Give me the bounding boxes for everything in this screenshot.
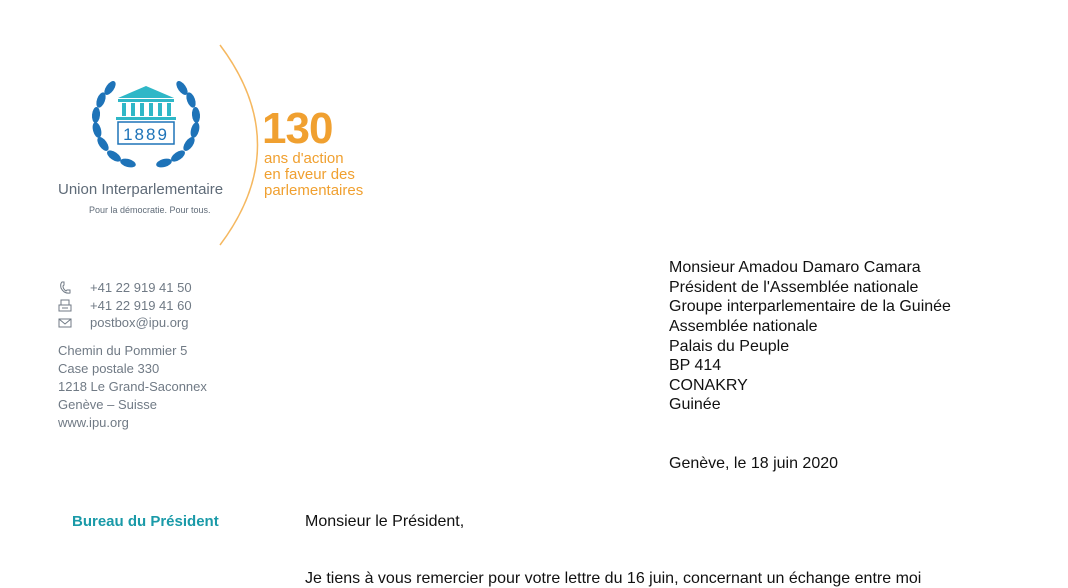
website-link[interactable]: www.ipu.org bbox=[58, 415, 129, 430]
logo-year: 1889 bbox=[123, 125, 169, 144]
recipient-line: Président de l'Assemblée nationale bbox=[669, 279, 919, 296]
email-address: postbox@ipu.org bbox=[90, 315, 189, 330]
ipu-emblem-logo bbox=[88, 70, 204, 180]
letter-body-first-line: Je tiens à vous remercier pour votre lettre du 16 juin, concernant un échange entre moi bbox=[305, 570, 922, 587]
phone-number: +41 22 919 41 50 bbox=[90, 280, 192, 295]
address-line: Case postale 330 bbox=[58, 361, 160, 376]
anniversary-line: parlementaires bbox=[264, 182, 364, 199]
address-line: 1218 Le Grand-Saconnex bbox=[58, 379, 207, 394]
recipient-line: Assemblée nationale bbox=[669, 318, 818, 335]
organization-motto: Pour la démocratie. Pour tous. bbox=[89, 205, 211, 215]
anniversary-line: ans d'action bbox=[264, 150, 344, 167]
address-line: Genève – Suisse bbox=[58, 397, 158, 412]
sender-office: Bureau du Président bbox=[72, 513, 219, 530]
salutation: Monsieur le Président, bbox=[305, 513, 465, 530]
letter-date: Genève, le 18 juin 2020 bbox=[669, 455, 839, 472]
organization-name: Union Interparlementaire bbox=[58, 181, 224, 198]
recipient-line: Palais du Peuple bbox=[669, 338, 790, 355]
recipient-line: CONAKRY bbox=[669, 377, 748, 394]
fax-number: +41 22 919 41 60 bbox=[90, 298, 192, 313]
contact-fax bbox=[58, 298, 192, 313]
address-line: Chemin du Pommier 5 bbox=[58, 343, 188, 358]
envelope-icon bbox=[58, 316, 72, 330]
anniversary-number: 130 bbox=[262, 104, 333, 153]
contact-email bbox=[58, 315, 188, 330]
phone-icon bbox=[58, 281, 72, 295]
contact-phone bbox=[58, 280, 192, 295]
recipient-line: Monsieur Amadou Damaro Camara bbox=[669, 259, 921, 276]
recipient-line: Guinée bbox=[669, 396, 721, 413]
recipient-line: Groupe interparlementaire de la Guinée bbox=[669, 298, 951, 315]
anniversary-line: en faveur des bbox=[264, 166, 355, 183]
recipient-line: BP 414 bbox=[669, 357, 722, 374]
fax-icon bbox=[58, 299, 72, 313]
